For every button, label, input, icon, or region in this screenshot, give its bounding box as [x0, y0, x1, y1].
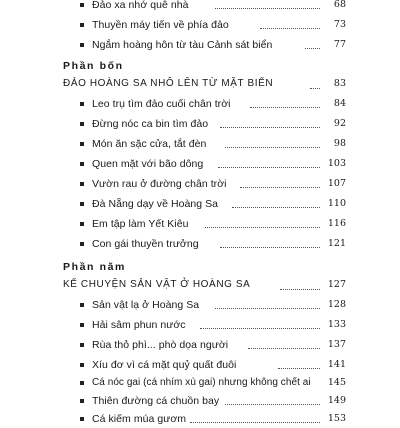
toc-entry[interactable] [0, 336, 400, 354]
toc-entry-page: 103 [327, 158, 346, 169]
toc-entry[interactable] [0, 235, 400, 253]
dotted-leader [248, 348, 320, 349]
toc-entry[interactable] [0, 0, 400, 14]
dotted-leader [218, 167, 320, 168]
toc-entry-label: Món ăn sặc cửa, tắt đèn [92, 138, 207, 150]
section-title[interactable]: ĐẢO HOÀNG SA NHÔ LÊN TỪ MẶT BIỂN [63, 78, 274, 89]
dotted-leader [225, 147, 320, 148]
dotted-leader [250, 107, 320, 108]
toc-entry[interactable] [0, 215, 400, 233]
toc-entry-label: Thiên đường cá chuồn bay [92, 395, 220, 407]
toc-entry-page: 92 [333, 118, 346, 129]
bullet-icon [80, 102, 84, 106]
toc-entry[interactable] [0, 16, 400, 34]
bullet-icon [80, 222, 84, 226]
dotted-leader [205, 227, 320, 228]
toc-entry-page: 149 [327, 395, 346, 406]
toc-entry-label: Leo trụ tìm đảo cuối chân trời [92, 98, 231, 110]
toc-entry[interactable] [0, 95, 400, 113]
toc-entry-label: Xíu đơ vì cá mặt quỷ quất đuôi [92, 359, 237, 371]
bullet-icon [80, 3, 84, 7]
bullet-icon [80, 122, 84, 126]
toc-entry-label: Đảo xa nhớ quê nhà [92, 0, 189, 11]
toc-entry[interactable] [0, 296, 400, 314]
toc-entry-label: Hải sâm phun nước [92, 319, 186, 331]
toc-entry-page: 121 [327, 238, 346, 249]
toc-entry-page: 107 [327, 178, 346, 189]
bullet-icon [80, 142, 84, 146]
dotted-leader [225, 404, 320, 405]
toc-entry-label: Cá nóc gai (cá nhím xù gai) nhưng không chết ai [92, 377, 311, 388]
bullet-icon [80, 182, 84, 186]
dotted-leader [278, 368, 320, 369]
dotted-leader [260, 28, 320, 29]
dotted-leader [232, 207, 320, 208]
bullet-icon [80, 23, 84, 27]
toc-entry-label: Đà Nẵng dạy về Hoàng Sa [92, 198, 219, 210]
dotted-leader [215, 8, 320, 9]
toc-entry-label: Rùa thỏ phì... phò dọa người [92, 339, 229, 351]
dotted-leader [305, 48, 320, 49]
bullet-icon [80, 162, 84, 166]
section-page: 83 [333, 78, 346, 89]
toc-entry-page: 116 [327, 218, 346, 229]
bullet-icon [80, 43, 84, 47]
toc-entry-page: 133 [327, 319, 346, 330]
toc-entry-page: 128 [327, 299, 346, 310]
toc-entry[interactable] [0, 175, 400, 193]
toc-entry-label: Quen mặt với bão dông [92, 158, 204, 170]
toc-entry[interactable] [0, 115, 400, 133]
toc-entry-label: Thuyền máy tiến về phía đảo [92, 19, 229, 31]
toc-entry[interactable] [0, 135, 400, 153]
dotted-leader [215, 308, 320, 309]
bullet-icon [80, 202, 84, 206]
toc-entry-label: Con gái thuyền trưởng [92, 238, 199, 250]
dotted-leader [190, 422, 320, 423]
toc-entry-page: 73 [333, 19, 346, 30]
toc-entry[interactable] [0, 356, 400, 374]
bullet-icon [80, 242, 84, 246]
dotted-leader [220, 127, 320, 128]
toc-entry-page: 98 [333, 138, 346, 149]
section-title[interactable]: KỂ CHUYỆN SẢN VẬT Ở HOÀNG SA [63, 279, 251, 290]
toc-entry[interactable] [0, 195, 400, 213]
toc-entry[interactable] [0, 155, 400, 173]
part-heading: Phần bốn [63, 60, 124, 72]
toc-entry[interactable] [0, 392, 400, 410]
dotted-leader [280, 289, 320, 290]
toc-entry-page: 141 [327, 359, 346, 370]
toc-entry[interactable] [0, 374, 400, 392]
bullet-icon [80, 363, 84, 367]
bullet-icon [80, 323, 84, 327]
toc-entry-label: Cá kiếm múa gươm [92, 413, 187, 425]
bullet-icon [80, 303, 84, 307]
bullet-icon [80, 381, 84, 385]
toc-entry-page: 84 [333, 98, 346, 109]
toc-entry[interactable] [0, 410, 400, 428]
toc-entry-page: 68 [333, 0, 346, 10]
bullet-icon [80, 343, 84, 347]
toc-entry-page: 137 [327, 339, 346, 350]
toc-entry-label: Ngắm hoàng hôn từ tàu Cảnh sát biển [92, 39, 273, 51]
section-page: 127 [327, 279, 346, 290]
dotted-leader [200, 328, 320, 329]
dotted-leader [310, 88, 320, 89]
dotted-leader [220, 247, 320, 248]
toc-entry-page: 77 [333, 39, 346, 50]
toc-entry[interactable] [0, 316, 400, 334]
dotted-leader [240, 187, 320, 188]
toc-entry-label: Đừng nóc ca bin tìm đảo [92, 118, 209, 130]
toc-entry-label: Vườn rau ở đường chân trời [92, 178, 227, 190]
toc-entry-page: 145 [327, 377, 346, 388]
toc-entry-label: Em tập làm Yết Kiêu [92, 218, 189, 230]
toc-entry-page: 153 [327, 413, 346, 424]
part-heading: Phần năm [63, 261, 126, 273]
bullet-icon [80, 417, 84, 421]
toc-entry-page: 110 [327, 198, 346, 209]
toc-entry-label: Sản vật lạ ở Hoàng Sa [92, 299, 200, 311]
toc-entry[interactable] [0, 36, 400, 54]
